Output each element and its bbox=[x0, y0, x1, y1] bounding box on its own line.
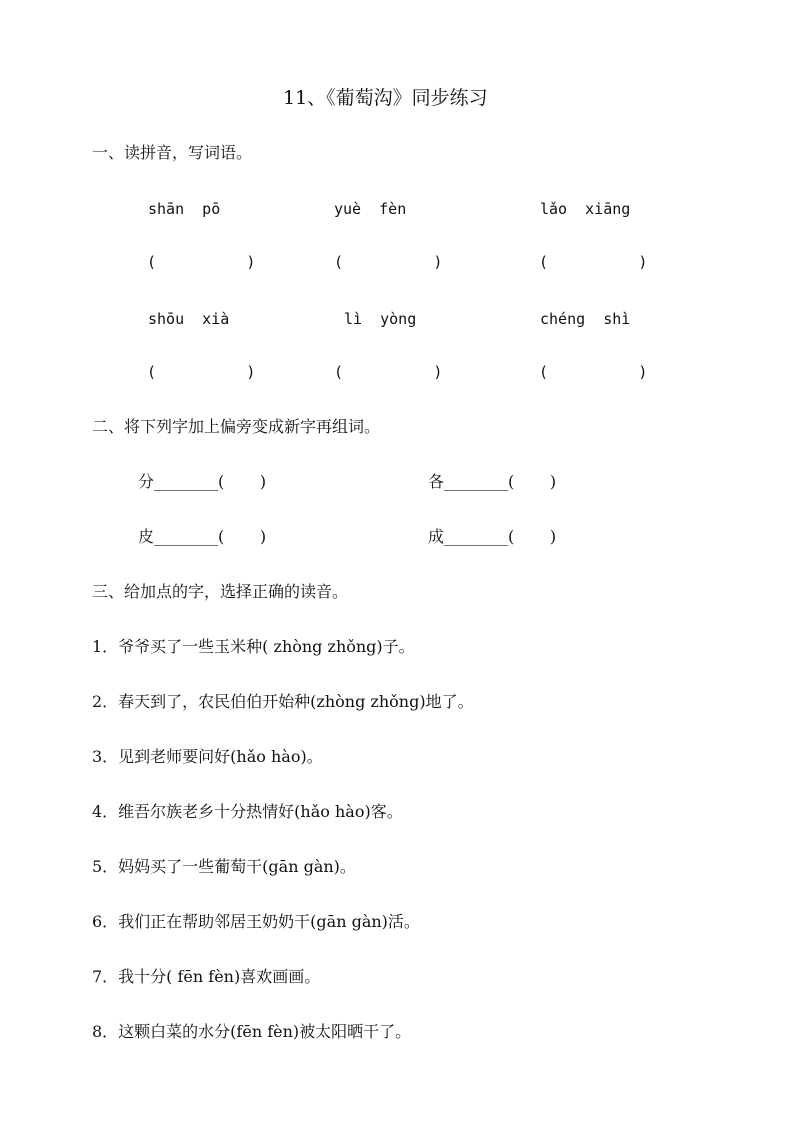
section3-heading: 三、给加点的字，选择正确的读音。 bbox=[92, 582, 349, 601]
answer-blank: ( ) bbox=[147, 253, 256, 271]
pinyin-shanpo: shān pō bbox=[148, 200, 221, 218]
answer-blank: ( ) bbox=[334, 253, 443, 271]
radical-item-cheng: 成________( ) bbox=[428, 527, 557, 546]
pinyin-liyong: lì yòng bbox=[344, 310, 417, 328]
question-item: 1．爷爷买了一些玉米种( zhòng zhǒng)子。 bbox=[92, 637, 415, 656]
radical-item-ge: 各________( ) bbox=[428, 472, 557, 491]
question-item: 8．这颗白菜的水分(fēn fèn)被太阳晒干了。 bbox=[92, 1022, 412, 1041]
answer-blank: ( ) bbox=[334, 363, 443, 381]
answer-blank: ( ) bbox=[147, 363, 256, 381]
pinyin-chengshi: chéng shì bbox=[540, 310, 631, 328]
pinyin-yuefen: yuè fèn bbox=[334, 200, 407, 218]
question-item: 7．我十分( fēn fèn)喜欢画画。 bbox=[92, 967, 321, 986]
answer-blank: ( ) bbox=[539, 363, 648, 381]
radical-item-pi: 皮________( ) bbox=[138, 527, 267, 546]
page-title: 11、《葡萄沟》同步练习 bbox=[283, 87, 488, 109]
question-item: 2．春天到了，农民伯伯开始种(zhòng zhǒng)地了。 bbox=[92, 692, 474, 711]
question-item: 4．维吾尔族老乡十分热情好(hǎo hào)客。 bbox=[92, 802, 403, 821]
radical-item-fen: 分________( ) bbox=[138, 472, 267, 491]
section1-heading: 一、读拼音，写词语。 bbox=[92, 143, 253, 162]
pinyin-shouxia: shōu xià bbox=[148, 310, 230, 328]
question-item: 6．我们正在帮助邻居王奶奶干(gān gàn)活。 bbox=[92, 912, 420, 931]
answer-blank: ( ) bbox=[539, 253, 648, 271]
section2-heading: 二、将下列字加上偏旁变成新字再组词。 bbox=[92, 417, 381, 436]
question-item: 5．妈妈买了一些葡萄干(gān gàn)。 bbox=[92, 857, 356, 876]
pinyin-laoxiang: lǎo xiāng bbox=[540, 200, 631, 218]
question-item: 3．见到老师要问好(hǎo hào)。 bbox=[92, 747, 323, 766]
